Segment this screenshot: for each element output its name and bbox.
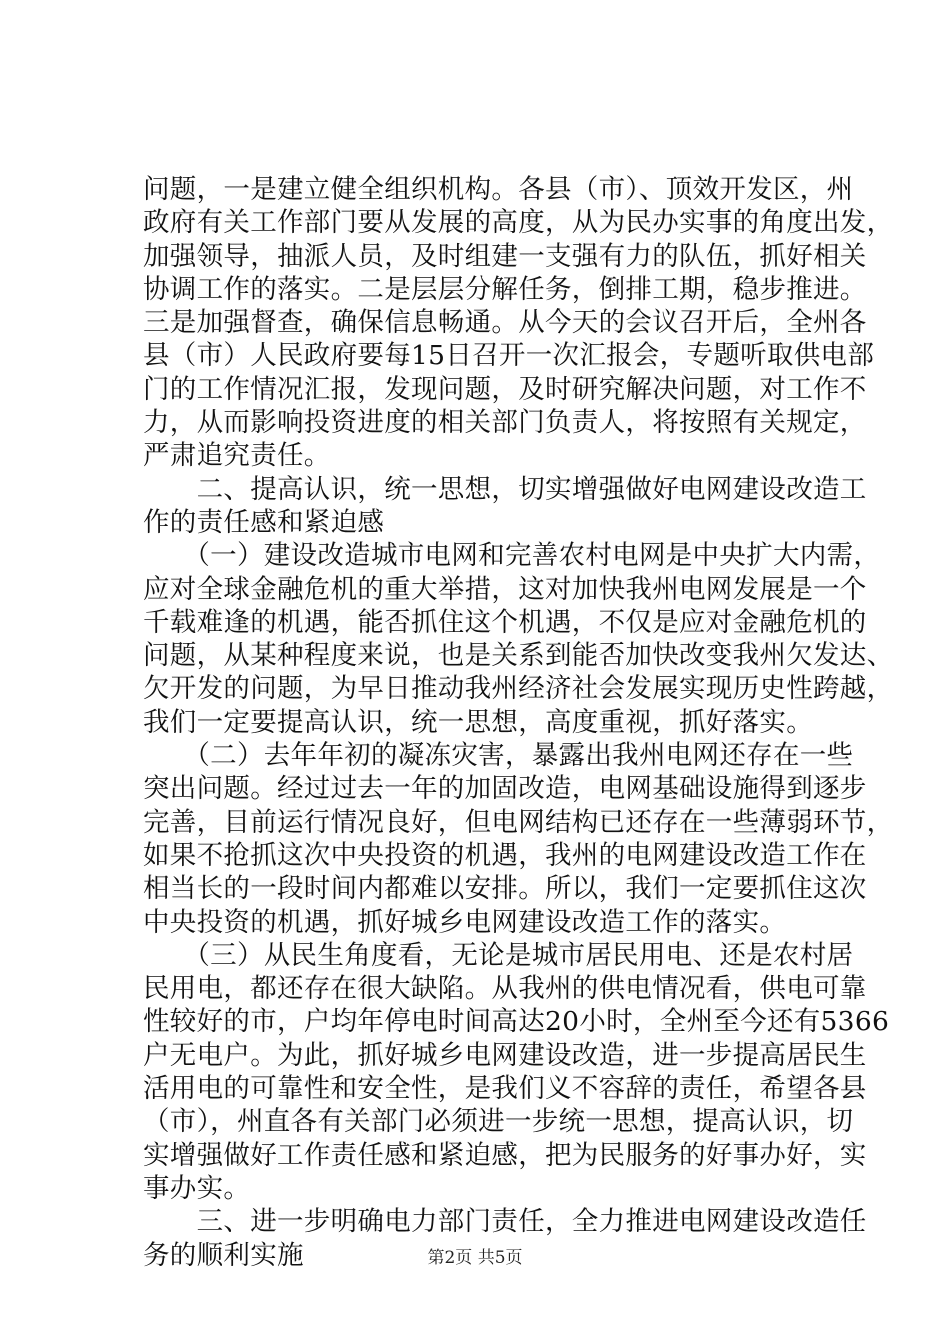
- text-line: 务的顺利实施: [143, 1239, 304, 1271]
- text-line: 协调工作的落实。二是层层分解任务，倒排工期，稳步推进。: [143, 273, 867, 305]
- text-line: 严肃追究责任。: [143, 440, 331, 472]
- text-line: 政府有关工作部门要从发展的高度，从为民办实事的角度出发，: [143, 207, 894, 239]
- text-line: 县（市）人民政府要每15日召开一次汇报会，专题听取供电部: [143, 340, 875, 372]
- text-line: 二、提高认识，统一思想，切实增强做好电网建设改造工: [143, 473, 867, 505]
- text-line: 加强领导，抽派人员，及时组建一支强有力的队伍，抓好相关: [143, 240, 867, 272]
- text-line: （三）从民生角度看，无论是城市居民用电、还是农村居: [143, 939, 854, 971]
- text-line: 作的责任感和紧迫感: [143, 506, 385, 538]
- text-line: 户无电户。为此，抓好城乡电网建设改造，进一步提高居民生: [143, 1039, 867, 1071]
- text-line: 门的工作情况汇报，发现问题，及时研究解决问题，对工作不: [143, 373, 867, 405]
- text-line: 相当长的一段时间内都难以安排。所以，我们一定要抓住这次: [143, 873, 867, 905]
- text-line: 千载难逢的机遇，能否抓住这个机遇，不仅是应对金融危机的: [143, 606, 867, 638]
- text-line: 完善，目前运行情况良好，但电网结构已还存在一些薄弱环节，: [143, 806, 894, 838]
- page-footer: 第2页 共5页: [427, 1248, 523, 1268]
- text-line: 民用电，都还存在很大缺陷。从我州的供电情况看，供电可靠: [143, 973, 867, 1005]
- text-line: 实增强做好工作责任感和紧迫感，把为民服务的好事办好，实: [143, 1139, 867, 1171]
- text-line: 中央投资的机遇，抓好城乡电网建设改造工作的落实。: [143, 906, 787, 938]
- text-line: （二）去年年初的凝冻灾害，暴露出我州电网还存在一些: [143, 740, 854, 772]
- text-line: （市），州直各有关部门必须进一步统一思想，提高认识，切: [143, 1106, 854, 1138]
- text-line: 如果不抢抓这次中央投资的机遇，我州的电网建设改造工作在: [143, 839, 867, 871]
- text-line: 活用电的可靠性和安全性，是我们义不容辞的责任，希望各县: [143, 1073, 867, 1105]
- text-line: 问题，从某种程度来说，也是关系到能否加快改变我州欠发达、: [143, 640, 894, 672]
- text-line: 力，从而影响投资进度的相关部门负责人，将按照有关规定，: [143, 407, 867, 439]
- text-line: （一）建设改造城市电网和完善农村电网是中央扩大内需，: [143, 540, 881, 572]
- text-line: 问题，一是建立健全组织机构。各县（市）、顶效开发区，州: [143, 174, 854, 205]
- text-line: 三是加强督查，确保信息畅通。从今天的会议召开后，全州各: [143, 307, 867, 339]
- text-line: 我们一定要提高认识，统一思想，高度重视，抓好落实。: [143, 706, 813, 738]
- body-text: [143, 173, 894, 1272]
- text-line: 三、进一步明确电力部门责任，全力推进电网建设改造任: [143, 1206, 867, 1238]
- text-line: 应对全球金融危机的重大举措，这对加快我州电网发展是一个: [143, 573, 867, 605]
- text-line: 突出问题。经过过去一年的加固改造，电网基础设施得到逐步: [143, 773, 867, 805]
- text-line: 性较好的市，户均年停电时间高达20小时，全州至今还有5366: [143, 1006, 890, 1038]
- text-line: 欠开发的问题，为早日推动我州经济社会发展实现历史性跨越，: [143, 673, 894, 705]
- text-line: 事办实。: [143, 1172, 251, 1204]
